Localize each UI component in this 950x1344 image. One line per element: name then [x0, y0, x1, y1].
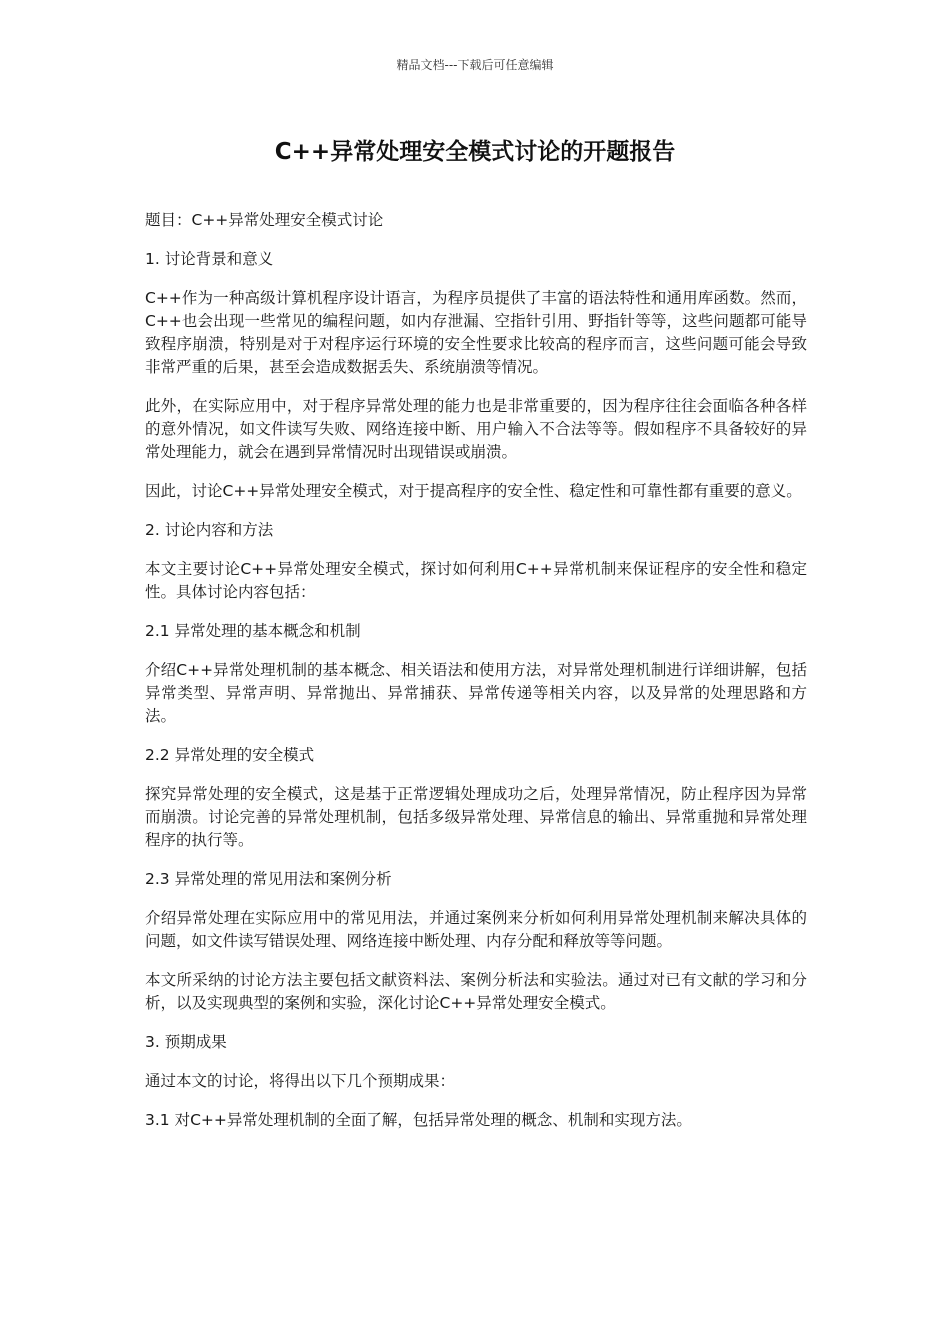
- section-heading-2: 2. 讨论内容和方法: [145, 521, 274, 539]
- body-paragraph: 因此，讨论C++异常处理安全模式，对于提高程序的安全性、稳定性和可靠性都有重要的意义。: [145, 482, 802, 500]
- section-heading-1: 1. 讨论背景和意义: [145, 250, 274, 268]
- subsection-heading-2-1: 2.1 异常处理的基本概念和机制: [145, 622, 361, 640]
- body-paragraph: 本文所采纳的讨论方法主要包括文献资料法、案例分析法和实验法。通过对已有文献的学习和分析，以及实现典型的案例和实验，深化讨论C++异常处理安全模式。: [145, 971, 807, 1012]
- subsection-heading-2-3: 2.3 异常处理的常见用法和案例分析: [145, 870, 392, 888]
- body-paragraph: 此外，在实际应用中，对于程序异常处理的能力也是非常重要的，因为程序往往会面临各种各样的意外情况，如文件读写失败、网络连接中断、用户输入不合法等等。假如程序不具备较好的异常处理能力，就会在遇到异常情况时出现错误或崩溃。: [145, 397, 807, 461]
- topic-line: 题目：C++异常处理安全模式讨论: [145, 211, 384, 229]
- document-body: [145, 209, 807, 1148]
- page-header: 精品文档---下载后可任意编辑: [396, 58, 554, 72]
- document-title: C++异常处理安全模式讨论的开题报告: [274, 139, 676, 165]
- body-paragraph: 通过本文的讨论，将得出以下几个预期成果：: [145, 1072, 456, 1090]
- body-paragraph: 本文主要讨论C++异常处理安全模式，探讨如何利用C++异常机制来保证程序的安全性和稳定性。具体讨论内容包括：: [145, 560, 807, 601]
- subsection-heading-3-1: 3.1 对C++异常处理机制的全面了解，包括异常处理的概念、机制和实现方法。: [145, 1111, 692, 1129]
- body-paragraph: 介绍异常处理在实际应用中的常见用法，并通过案例来分析如何利用异常处理机制来解决具体的问题，如文件读写错误处理、网络连接中断处理、内存分配和释放等等问题。: [145, 909, 807, 950]
- section-heading-3: 3. 预期成果: [145, 1033, 227, 1051]
- body-paragraph: 探究异常处理的安全模式，这是基于正常逻辑处理成功之后，处理异常情况，防止程序因为异常而崩溃。讨论完善的异常处理机制，包括多级异常处理、异常信息的输出、异常重抛和异常处理程序的执行等。: [145, 785, 807, 849]
- subsection-heading-2-2: 2.2 异常处理的安全模式: [145, 746, 315, 764]
- body-paragraph: 介绍C++异常处理机制的基本概念、相关语法和使用方法，对异常处理机制进行详细讲解，包括异常类型、异常声明、异常抛出、异常捕获、异常传递等相关内容，以及异常的处理思路和方法。: [145, 661, 807, 725]
- body-paragraph: C++作为一种高级计算机程序设计语言，为程序员提供了丰富的语法特性和通用库函数。然而，C++也会出现一些常见的编程问题，如内存泄漏、空指针引用、野指针等等，这些问题都可能导致程序崩溃，特别是对于对程序运行环境的安全性要求比较高的程序而言，这些问题可能会导致非常严重的后果，甚至会造成数据丢失、系统崩溃等情况。: [145, 289, 807, 376]
